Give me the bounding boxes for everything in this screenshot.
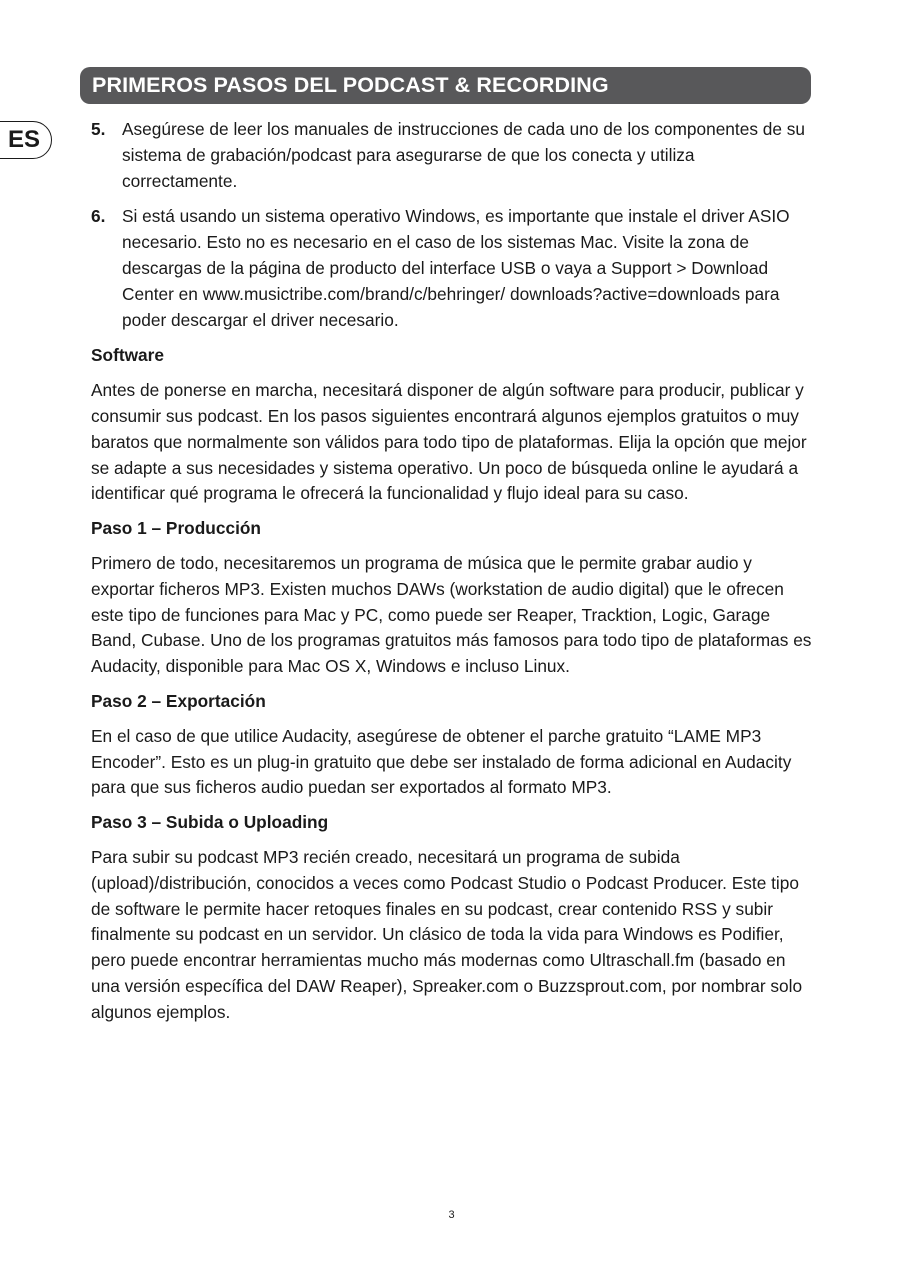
- step-number: 6.: [91, 206, 106, 227]
- section-step-3: [91, 810, 813, 1025]
- section-heading: Software: [91, 345, 164, 366]
- step-6: [91, 204, 813, 333]
- page-number: 3: [448, 1209, 455, 1221]
- language-tab: [0, 121, 52, 159]
- step-5: [91, 117, 813, 194]
- section-header: [80, 67, 811, 104]
- step-text: Si está usando un sistema operativo Windows, es importante que instale el driver ASIO necesario. Esto no es necesario en el caso de los sistemas Mac. Visite la zona de descargas de la página de producto del interface USB o vaya a Support > Download Center en www.musictribe.com/brand/c/behringer/ downloads?active=downloads para poder descargar el driver necesario.: [122, 206, 790, 330]
- step-number: 5.: [91, 119, 106, 139]
- section-heading: Paso 2 – Exportación: [91, 690, 266, 711]
- section-paragraph: En el caso de que utilice Audacity, asegúrese de obtener el parche gratuito “LAME MP3 Encoder”. Esto es un plug-in gratuito que debe ser instalado de forma adicional en Audacity para que sus ficheros audio puedan ser exportados al formato MP3.: [91, 725, 792, 798]
- section-software: [91, 343, 813, 507]
- section-paragraph: Para subir su podcast MP3 recién creado, necesitará un programa de subida (upload)/distribución, conocidos a veces como Podcast Studio o Podcast Producer. Este tipo de software le permite hacer retoques finales en su podcast, crear contenido RSS y subir finalmente su podcast en un servidor. Un clásico de toda la vida para Windows es Podifier, pero puede encontrar herramientas mucho más modernas como Ultraschall.fm (basado en una versión específica del DAW Reaper), Spreaker.com o Buzzsprout.com, por nombrar solo algunos ejemplos.: [91, 846, 803, 1022]
- section-heading: Paso 1 – Producción: [91, 518, 261, 539]
- section-heading: Paso 3 – Subida o Uploading: [91, 812, 329, 833]
- section-step-1: [91, 516, 813, 680]
- step-text: Asegúrese de leer los manuales de instrucciones de cada uno de los componentes de su sistema de grabación/podcast para asegurarse de que los conecta y utiliza correctamente.: [122, 119, 806, 191]
- page-title: PRIMEROS PASOS DEL PODCAST & RECORDING: [92, 73, 609, 97]
- section-paragraph: Primero de todo, necesitaremos un programa de música que le permite grabar audio y exportar ficheros MP3. Existen muchos DAWs (workstation de audio digital) que le ofrecen este tipo de funciones para Mac y PC, como puede ser Reaper, Tracktion, Logic, Garage Band, Cubase. Uno de los programas gratuitos más famosos para todo tipo de plataformas es Audacity, disponible para Mac OS X, Windows e incluso Linux.: [91, 552, 812, 677]
- section-step-2: [91, 689, 813, 801]
- main-content: [91, 117, 813, 1035]
- language-tab-label: ES: [7, 126, 40, 153]
- section-paragraph: Antes de ponerse en marcha, necesitará disponer de algún software para producir, publicar y consumir sus podcast. En los pasos siguientes encontrará algunos ejemplos gratuitos o muy baratos que normalmente son válidos para todo tipo de plataformas. Elija la opción que mejor se adapte a sus necesidades y sistema operativo. Un poco de búsqueda online le ayudará a identificar qué programa le ofrecerá la funcionalidad y flujo ideal para su caso.: [91, 380, 807, 504]
